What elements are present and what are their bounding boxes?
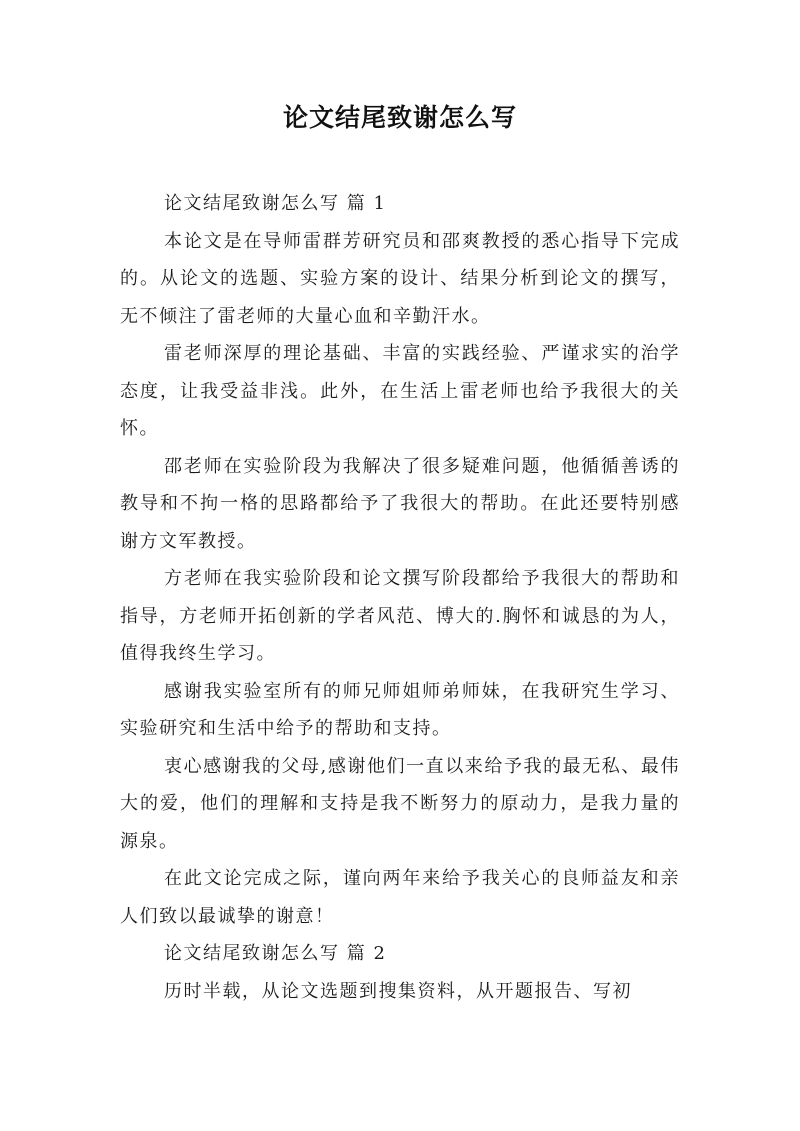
paragraph: 雷老师深厚的理论基础、丰富的实践经验、严谨求实的治学态度，让我受益非浅。此外，在生活上雷老师也给予我很大的关怀。 [120, 343, 680, 439]
document-title: 论文结尾致谢怎么写 [282, 103, 517, 132]
paragraph: 方老师在我实验阶段和论文撰写阶段都给予我很大的帮助和指导，方老师开拓创新的学者风范、博大的.胸怀和诚恳的为人，值得我终生学习。 [120, 568, 680, 664]
section-heading: 论文结尾致谢怎么写 篇 2 [164, 943, 387, 964]
paragraph: 在此文论完成之际，谨向两年来给予我关心的良师益友和亲人们致以最诚挚的谢意！ [120, 868, 680, 927]
section-heading: 论文结尾致谢怎么写 篇 1 [164, 193, 387, 214]
paragraph: 衷心感谢我的父母,感谢他们一直以来给予我的最无私、最伟大的爱，他们的理解和支持是我不断努力的原动力，是我力量的源泉。 [120, 755, 680, 852]
paragraph: 邵老师在实验阶段为我解决了很多疑难问题，他循循善诱的教导和不拘一格的思路都给予了我很大的帮助。在此还要特别感谢方文军教授。 [120, 455, 680, 552]
document-body [120, 185, 680, 1010]
paragraph: 历时半载，从论文选题到搜集资料，从开题报告、写初 [164, 980, 632, 1002]
paragraph: 本论文是在导师雷群芳研究员和邵爽教授的悉心指导下完成的。从论文的选题、实验方案的设计、结果分析到论文的撰写，无不倾注了雷老师的大量心血和辛勤汗水。 [120, 230, 680, 327]
paragraph: 感谢我实验室所有的师兄师姐师弟师妹，在我研究生学习、实验研究和生活中给予的帮助和支持。 [120, 680, 680, 739]
